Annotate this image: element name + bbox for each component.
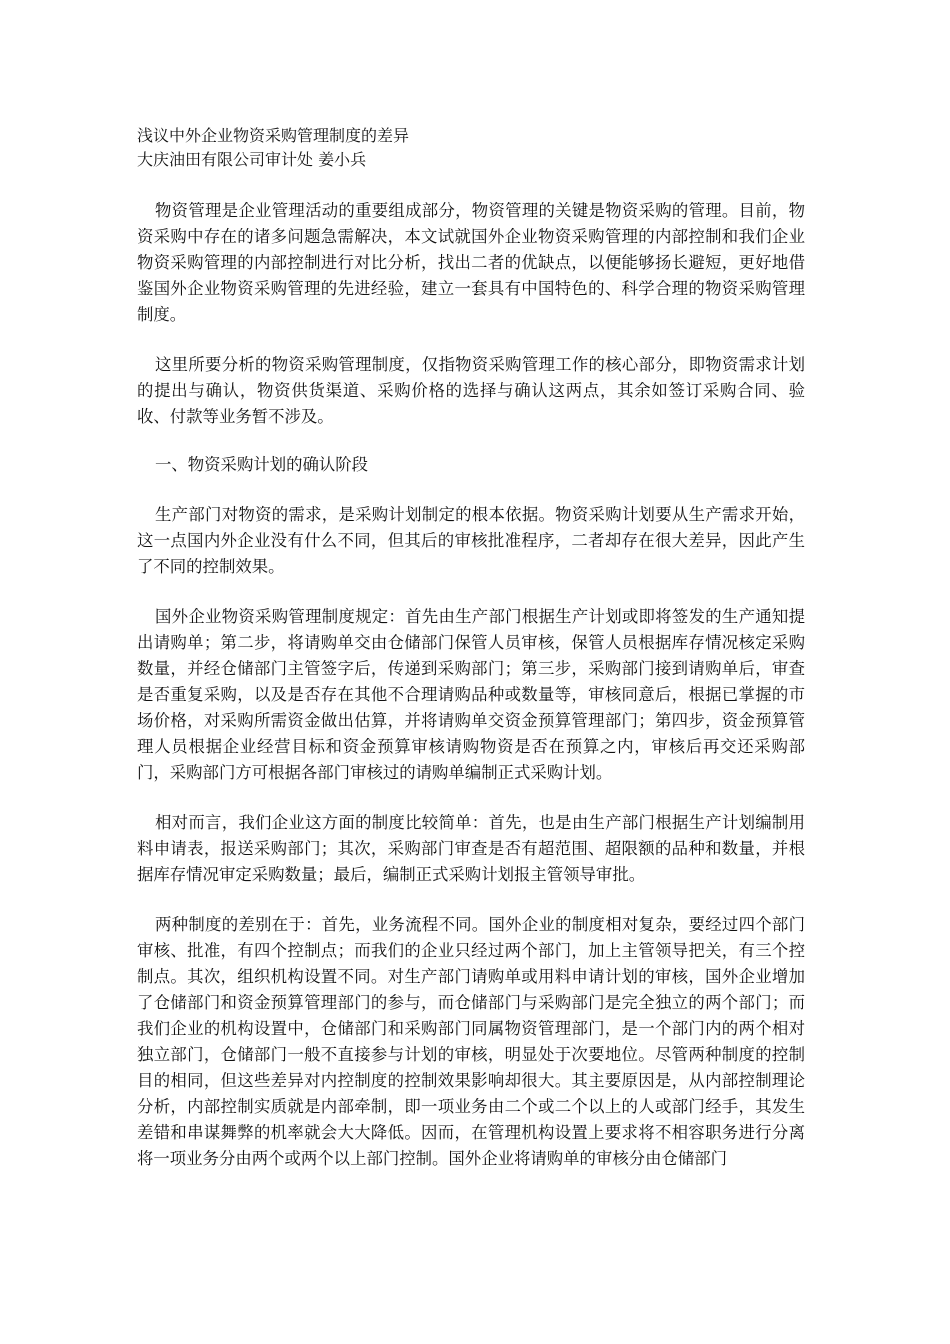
paragraph-demand: 生产部门对物资的需求，是采购计划制定的根本依据。物资采购计划要从生产需求开始，这一点国内外企业没有什么不同，但其后的审核批准程序，二者却存在很大差异，因此产生了不同的控制效果。 — [137, 505, 805, 576]
paragraph-differences: 两种制度的差别在于：首先，业务流程不同。国外企业的制度相对复杂，要经过四个部门审核、批准，有四个控制点；而我们的企业只经过两个部门，加上主管领导把关，有三个控制点。其次，组织机构设置不同。对生产部门请购单或用料申请计划的审核，国外企业增加了仓储部门和资金预算管理部门的参与，而仓储部门与采购部门是完全独立的两个部门；而我们企业的机构设置中，仓储部门和采购部门同属物资管理部门，是一个部门内的两个相对独立部门，仓储部门一般不直接参与计划的审核，明显处于次要地位。尽管两种制度的控制目的相同，但这些差异对内控制度的控制效果影响却很大。其主要原因是，从内部控制理论分析，内部控制实质就是内部牵制，即一项业务由二个或二个以上的人或部门经手，其发生差错和串谋舞弊的机率就会大大降低。因而，在管理机构设置上要求将不相容职务进行分离将一项业务分由两个或两个以上部门控制。国外企业将请购单的审核分由仓储部门 — [137, 915, 805, 1168]
paragraph-intro: 物资管理是企业管理活动的重要组成部分，物资管理的关键是物资采购的管理。目前，物资采购中存在的诸多问题急需解决，本文试就国外企业物资采购管理的内部控制和我们企业物资采购管理的内部控制进行对比分析，找出二者的优缺点，以便能够扬长避短，更好地借鉴国外企业物资采购管理的先进经验，建立一套具有中国特色的、科学合理的物资采购管理制度。 — [137, 201, 805, 324]
document-body — [137, 124, 805, 1172]
document-title: 浅议中外企业物资采购管理制度的差异 — [137, 126, 410, 145]
section-heading: 一、物资采购计划的确认阶段 — [155, 455, 369, 474]
paragraph-foreign-system: 国外企业物资采购管理制度规定：首先由生产部门根据生产计划或即将签发的生产通知提出请购单；第二步，将请购单交由仓储部门保管人员审核，保管人员根据库存情况核定采购数量，并经仓储部门主管签字后，传递到采购部门；第三步，采购部门接到请购单后，审查是否重复采购，以及是否存在其他不合理请购品种或数量等，审核同意后，根据已掌握的市场价格，对采购所需资金做出估算，并将请购单交资金预算管理部门；第四步，资金预算管理人员根据企业经营目标和资金预算审核请购物资是否在预算之内，审核后再交还采购部门，采购部门方可根据各部门审核过的请购单编制正式采购计划。 — [137, 607, 805, 782]
paragraph-scope: 这里所要分析的物资采购管理制度，仅指物资采购管理工作的核心部分，即物资需求计划的提出与确认，物资供货渠道、采购价格的选择与确认这两点，其余如签订采购合同、验收、付款等业务暂不涉及。 — [137, 355, 805, 426]
paragraph-domestic-system: 相对而言，我们企业这方面的制度比较简单：首先，也是由生产部门根据生产计划编制用料申请表，报送采购部门；其次，采购部门审查是否有超范围、超限额的品种和数量，并根据库存情况审定采购数量；最后，编制正式采购计划报主管领导审批。 — [137, 813, 805, 884]
document-author: 大庆油田有限公司审计处 姜小兵 — [137, 150, 367, 169]
